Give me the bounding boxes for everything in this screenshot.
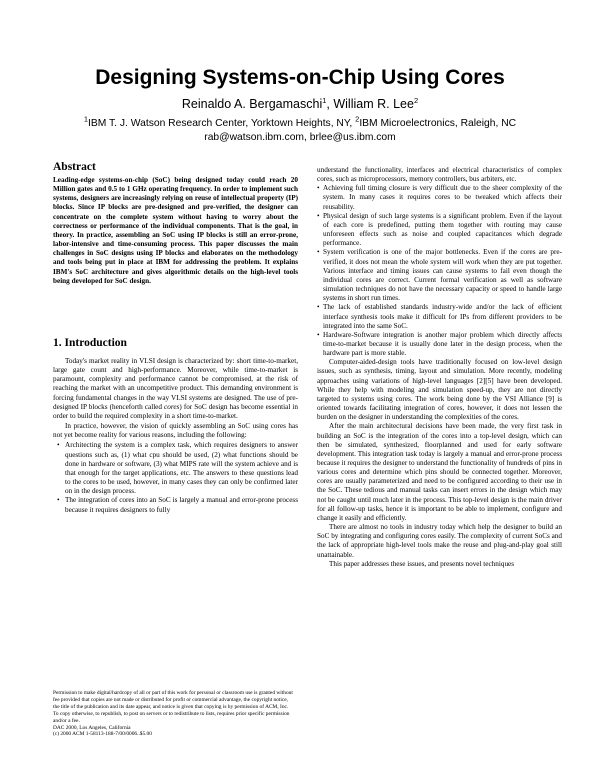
bullet-text: Achieving full timing closure is very difficult due to the sheer complexity of the system. In many cases it requires cores to be tweaked which affects their reusability. (323, 184, 562, 211)
paragraph-cad-tools: Computer-aided-design tools have traditionally focused on low-level design issues, such as synthesis, timing, layout and simulation. More recently, modeling approaches using variations of high-level languages [2][5] have been developed. While they help with modeling and simulation speed-up, they are not directly targeted to systems using cores. The work being done by the VSI Alliance [9] is oriented towards facilitating integration of cores, however, it does not lessen the burden on the designer in understanding the complexities of the cores. (317, 358, 562, 422)
bullet-item-hw-sw (317, 331, 562, 358)
bullet-item-architecting (53, 441, 298, 496)
introduction-heading: 1. Introduction (53, 337, 127, 349)
intro-p1-text-a: Today's market reality in VLSI design is characterized by: short time-to-market, large gate count and high-performance. Moreover, while time-to-market is paramount, complexity and performance cannot be compromised, at the risk of reaching the market with an uncompetitive product. This demanding environment is forcing fundamental changes in the way VLSI systems are designed. The use of pre-designed IP blocks (henceforth called (53, 357, 298, 411)
paragraph-architecture: After the main architectural decisions have been made, the very first task in building an SoC is the integration of the cores into a top-level design, which can then be simulated, synthesized, floorplanned and used for early software development. This integration task today is largely a manual and error-prone process because it requires the designer to understand the functionality of hundreds of pins in various cores and determine which pins should be connected together. Moreover, cores are usually parameterized and need to be configured according to their use in the SoC. These tedious and manual tasks can insert errors in the design which may not be caught until much later in the process. This top-level design is the main driver for all follow-up tasks, hence it is important to be able to implement, configure and change it easily and efficiently. (317, 422, 562, 522)
bullet-icon: • (317, 211, 320, 220)
bullet-text: Architecting the system is a complex task, which requires designers to answer questions such as, (1) what cpu should be used, (2) what functions should be done in hardware or software, (3) what MIPS rate will the system achieve and is that enough for the target applications, etc. The answers to these questions lead to the cores to be used, however, in many cases they can only be confirmed later on in the design process. (65, 441, 298, 496)
bullet-item-physical-design (317, 212, 562, 249)
author-emails: rab@watson.ibm.com, brlee@us.ibm.com (204, 132, 396, 143)
intro-p1-emphasis: cores (164, 402, 180, 411)
intro-paragraph-1 (53, 357, 298, 421)
bullet-text: Hardware-Software integration is another major problem which directly affects time-to-market because it is usually done later in the design process, when the hardware part is more stable. (323, 330, 562, 358)
affiliations (0, 114, 600, 145)
author-1: Reinaldo A. Bergamaschi (181, 97, 323, 111)
bullet-item-integration (53, 496, 298, 514)
author-2: William R. Lee (333, 97, 414, 111)
author-2-mark: 2 (413, 95, 419, 105)
permission-notice: Permission to make digital/hardcopy of all or part of this work for personal or classroom use is granted without fee provided that copies are not made or distributed for profit or commercial advantage, the copyright notice, the title of the publication and its date appear, and notice is given that copying is by permission of ACM, Inc. To copy otherwise, to republish, to post on servers or to redistribute to lists, requires prior specific permission and/or a fee. (53, 690, 293, 724)
intro-p1-text-b: ) for SoC design has become essential in order to build the required complexity in a short time-to-market. (53, 402, 298, 420)
affiliation-line (0, 114, 600, 131)
paper-title: Designing Systems-on-Chip Using Cores (95, 66, 505, 89)
affiliation-2: IBM Microelectronics, Raleigh, NC (359, 118, 517, 129)
author-separator: , (326, 97, 334, 111)
bullet-text: The integration of cores into an SoC is largely a manual and error-prone process because it requires designers to fully (65, 496, 298, 514)
bullet-text: System verification is one of the major bottlenecks. Even if the cores are pre-verified, it does not mean the whole system will work when they are put together. Various interface and timing issues can cause systems to fail even though the individual cores are correct. Current formal verification as well as software simulation techniques do not have the necessary capacity or speed to handle large systems in short run times. (323, 248, 562, 303)
bullet-text: The lack of established standards industry-wide and/or the lack of efficient interface synthesis tools make it difficult for IPs from different providers to be integrated into the same SoC. (323, 303, 562, 330)
integration-continuation: understand the functionality, interfaces and electrical characteristics of complex cores, such as microprocessors, memory controllers, bus arbiters, etc. (317, 166, 562, 184)
bullet-icon: • (317, 248, 320, 257)
bullet-item-timing (317, 184, 562, 211)
conference-line: DAC 2000, Los Angeles, California (53, 724, 131, 731)
copyright-line: (c) 2000 ACM 1-58113-188-7/00/0006..$5.00 (53, 731, 152, 738)
bullet-item-verification (317, 248, 562, 303)
copyright-footnote (53, 690, 293, 738)
bullet-icon: • (57, 496, 60, 505)
abstract-text: Leading-edge systems-on-chip (SoC) being designed today could reach 20 Million gates and 0.5 to 1 GHz operating frequency. In order to implement such systems, designers are increasingly relying on reuse of intellectual property (IP) blocks. Since IP blocks are pre-designed and pre-verified, the designer can concentrate on the complete system without having to worry about the correctness or performance of the individual components. That is the goal, in theory. In practice, assembling an SoC using IP blocks is still an error-prone, labor-intensive and time-consuming process. This paper discusses the main challenges in SoC designs using IP blocks and elaborates on the methodology and tools being put in place at IBM for addressing the problem. It explains IBM's SoC architecture and gives algorithmic details on the high-level tools being developed for SoC design. (53, 176, 298, 285)
bullet-icon: • (57, 441, 60, 450)
abstract-heading: Abstract (53, 161, 96, 173)
bullet-item-standards (317, 303, 562, 330)
affiliation-1: IBM T. J. Watson Research Center, Yorktown Heights, NY, (88, 118, 353, 129)
bullet-icon: • (317, 330, 320, 339)
author-1-mark: 1 (322, 95, 327, 105)
authors-line (0, 96, 600, 112)
right-column (317, 166, 562, 569)
affiliation-1-mark: 1 (83, 114, 89, 124)
bullet-icon: • (317, 303, 320, 312)
bullet-text: Physical design of such large systems is a significant problem. Even if the layout of each core is predefined, putting them together with routing may cause unforeseen effects such as noise and coupled capacitances which degrade performance. (323, 211, 562, 248)
bullet-icon: • (317, 184, 320, 193)
intro-paragraph-2: In practice, however, the vision of quickly assembling an SoC using cores has not yet become reality for various reasons, including the following: (53, 422, 298, 440)
paragraph-this-paper: This paper addresses these issues, and presents novel techniques (329, 559, 515, 568)
paragraph-no-tools: There are almost no tools in industry today which help the designer to build an SoC by integrating and configuring cores easily. The complexity of current SoCs and the lack of appropriate high-level tools make the reuse and plug-and-play goal still unattainable. (317, 523, 562, 559)
introduction-body (53, 357, 298, 515)
affiliation-2-mark: 2 (355, 114, 360, 124)
